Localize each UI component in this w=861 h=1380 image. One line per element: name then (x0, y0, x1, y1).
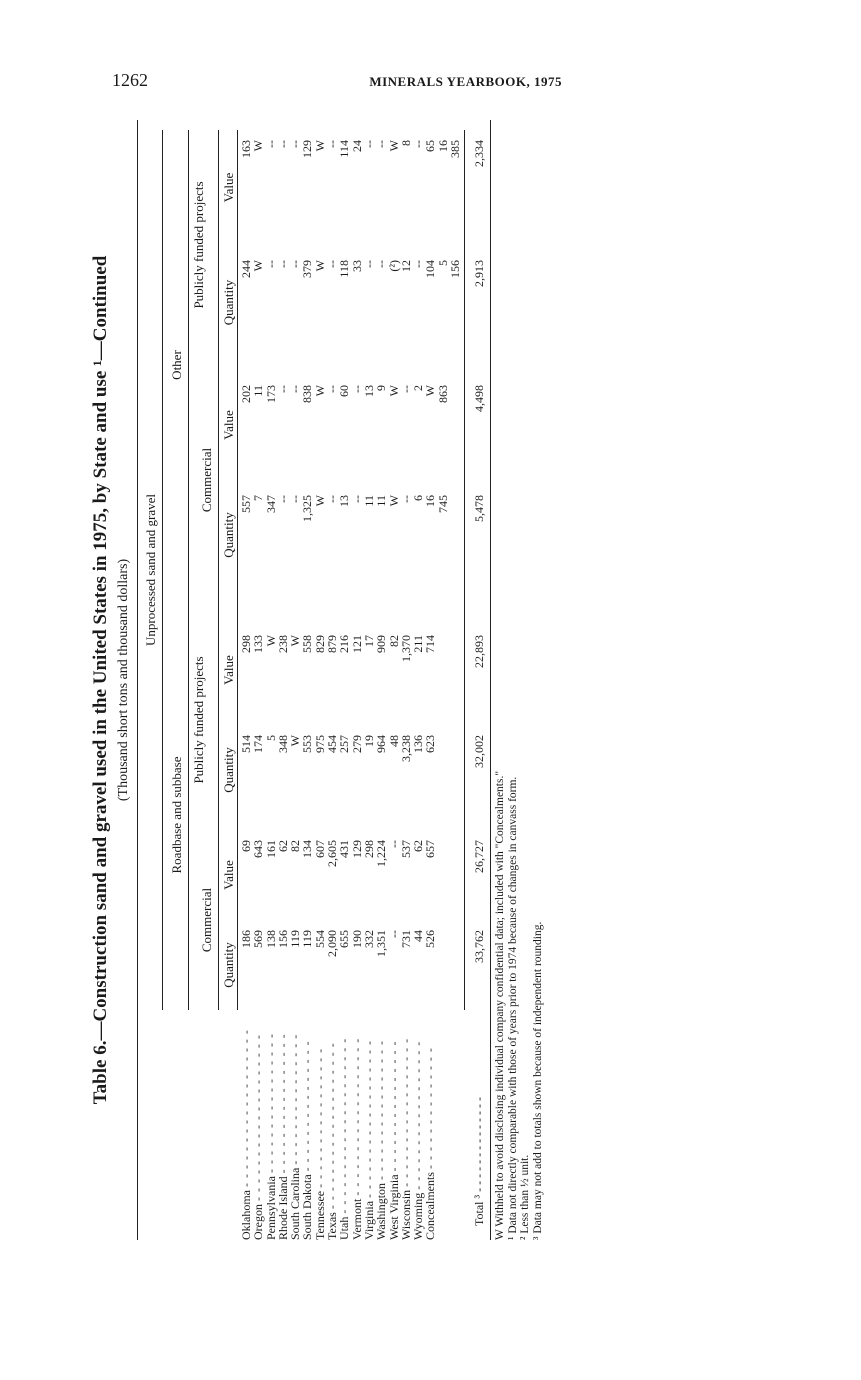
table-cell: -- (263, 260, 278, 268)
group-header: Unprocessed sand and gravel (143, 494, 158, 646)
table-subtitle: (Thousand short tons and thousand dollars) (116, 558, 131, 802)
table-cell: -- (386, 840, 401, 848)
total-cell: 32,002 (472, 735, 486, 768)
table-cell: W (288, 635, 303, 647)
table-cell: 537 (398, 840, 413, 858)
state-row: South Dakota - - - - - - - - - - - - - - - (300, 1040, 315, 1240)
table-cell: 11 (374, 495, 389, 507)
table-cell: 173 (263, 385, 278, 403)
table-cell: 745 (435, 495, 450, 513)
state-row: Washington - - - - - - - - - - - - - - - - (374, 1040, 389, 1240)
state-row: Concealments - - - - - - - - - - - - - - (423, 1047, 438, 1240)
table-cell: -- (361, 260, 376, 268)
table-cell: 1,325 (300, 495, 315, 522)
table-cell: 12 (398, 260, 413, 272)
quantity-header: Quantity (221, 512, 236, 558)
table-cell: 454 (325, 735, 340, 753)
state-row: South Carolina - - - - - - - - - - - - - - - (288, 1033, 303, 1240)
total-cell: 2,913 (472, 260, 486, 287)
table-cell: 136 (411, 735, 426, 753)
table-cell: 332 (361, 930, 376, 948)
table-cell: 16 (423, 495, 438, 507)
table-cell: 9 (374, 385, 389, 391)
subgroup-rule (188, 130, 189, 1010)
table-cell: 257 (337, 735, 352, 753)
table-cell: 163 (239, 140, 253, 158)
header-bottom-rule (237, 130, 238, 1010)
table-cell: -- (275, 260, 290, 268)
value-header: Value (221, 172, 236, 203)
table-cell: 714 (423, 635, 438, 653)
quantity-header: Quantity (221, 747, 236, 793)
table-cell: 1,351 (374, 930, 389, 957)
table-cell (449, 635, 461, 715)
table-column (240, 930, 461, 1010)
table-cell: -- (411, 260, 426, 268)
group-rule (162, 130, 163, 1010)
table-cell: 104 (423, 260, 438, 278)
table-cell: 114 (337, 140, 352, 158)
state-row: Wyoming - - - - - - - - - - - - - - - - - (411, 1040, 426, 1240)
total-rule (464, 130, 465, 1010)
table-cell: 82 (288, 840, 303, 852)
table-cell (437, 735, 449, 815)
running-head (112, 70, 562, 94)
table-cell: 829 (312, 635, 327, 653)
table-cell: 431 (337, 840, 352, 858)
table-cell: -- (361, 140, 376, 148)
table-cell: 2 (411, 385, 426, 391)
table-cell: -- (325, 385, 340, 393)
table-cell: 33 (349, 260, 364, 272)
state-row: Oregon - - - - - - - - - - - - - - - - - - - (251, 1034, 266, 1240)
table-cell: -- (349, 385, 364, 393)
table-cell: -- (325, 260, 340, 268)
total-label: Total ³ - - - - - - - - - - - - - - (472, 1096, 486, 1226)
table-cell: -- (325, 140, 340, 148)
table-cell: -- (411, 140, 426, 148)
bottom-rule (490, 120, 491, 1240)
table-cell: 211 (411, 635, 426, 653)
table-column (240, 840, 461, 920)
table-cell: 514 (239, 735, 253, 753)
table-cell (449, 385, 461, 465)
table-cell: 7 (251, 495, 266, 501)
table-cell: -- (288, 140, 303, 148)
table-cell: 19 (361, 735, 376, 747)
table-cell: 190 (349, 930, 364, 948)
table-cell: 133 (251, 635, 266, 653)
table-cell: 558 (300, 635, 315, 653)
table-cell: 24 (349, 140, 364, 152)
state-row: Rhode Island - - - - - - - - - - - - - - - - (275, 1033, 290, 1240)
table-cell: -- (325, 495, 340, 503)
table-cell: 298 (361, 840, 376, 858)
table-cell: 731 (398, 930, 413, 948)
table-cell: 623 (423, 735, 438, 753)
table-cell: -- (263, 140, 278, 148)
table-cell (437, 930, 449, 1010)
table-cell: 119 (300, 930, 315, 948)
table-cell: 244 (239, 260, 253, 278)
table-cell: -- (275, 385, 290, 393)
column-group-rule (218, 130, 219, 1010)
table-cell: 13 (337, 495, 352, 507)
table-cell: W (251, 140, 266, 152)
table-cell: W (288, 735, 303, 747)
table-cell: W (312, 140, 327, 152)
table-cell: 838 (300, 385, 315, 403)
table-cell: 348 (275, 735, 290, 753)
total-cell: 33,762 (472, 930, 486, 963)
table-cell: 8 (398, 140, 413, 146)
table-cell: W (386, 140, 401, 152)
table-cell: 655 (337, 930, 352, 948)
top-rule (137, 120, 138, 1240)
book-title: MINERALS YEARBOOK, 1975 (369, 74, 562, 89)
table-cell: 202 (239, 385, 253, 403)
table-cell: 11 (251, 385, 266, 397)
footnote-w: W Withheld to avoid disclosing individual company confidential data; included with "Concealments." (494, 770, 506, 1240)
state-row: Virginia - - - - - - - - - - - - - - - - - - (361, 1040, 376, 1240)
table-cell: -- (374, 140, 389, 148)
table-cell: 279 (349, 735, 364, 753)
table-cell: 5 (263, 735, 278, 741)
table-cell: 379 (300, 260, 315, 278)
total-cell: 5,478 (472, 495, 486, 522)
footnote-1: ¹ Data not directly comparable with those of years prior to 1974 because of changes in canvass form. (506, 776, 519, 1240)
table-cell: 134 (300, 840, 315, 858)
table-cell: 62 (275, 840, 290, 852)
table-cell: 557 (239, 495, 253, 513)
table-cell: W (312, 385, 327, 397)
page-number: 1262 (112, 70, 148, 90)
table-cell: 554 (312, 930, 327, 948)
table-cell: 119 (288, 930, 303, 948)
table-cell: W (386, 495, 401, 507)
table-cell: 298 (239, 635, 253, 653)
table-cell: 216 (337, 635, 352, 653)
commercial-header-1: Commercial (199, 887, 214, 953)
total-cell: 26,727 (472, 840, 486, 873)
value-header: Value (221, 655, 236, 685)
value-header: Value (221, 860, 236, 890)
table-cell: 174 (251, 735, 266, 753)
state-row: Vermont - - - - - - - - - - - - - - - - - - (349, 1037, 364, 1240)
table-cell: 121 (349, 635, 364, 653)
table-cell: -- (288, 495, 303, 503)
table-cell: 65 (423, 140, 438, 152)
rotated-table (90, 120, 544, 1240)
table-cell: 5 (435, 260, 450, 266)
table-cell (449, 735, 461, 815)
table-cell (449, 495, 461, 575)
table-cell (449, 840, 461, 920)
table-cell: W (423, 385, 438, 397)
table-cell: 385 (448, 140, 463, 158)
table-cell: 156 (448, 260, 463, 278)
table-column (240, 495, 461, 575)
table-cell: 16 (435, 140, 450, 152)
other-header: Other (169, 350, 184, 380)
quantity-header: Quantity (221, 942, 236, 988)
table-cell: 879 (325, 635, 340, 653)
table-cell: 1,224 (374, 840, 389, 867)
state-row: Tennessee - - - - - - - - - - - - - - - - (312, 1047, 327, 1240)
table-cell: 161 (263, 840, 278, 858)
state-row (449, 1020, 461, 1240)
total-cell: 2,334 (472, 140, 486, 167)
table-cell: (²) (386, 260, 401, 272)
table-cell: 118 (337, 260, 352, 278)
state-row (437, 1020, 449, 1240)
table-cell (437, 840, 449, 920)
table-cell: 657 (423, 840, 438, 858)
table-cell (437, 635, 449, 715)
table-cell: 526 (423, 930, 438, 948)
state-row: West Virginia - - - - - - - - - - - - - - - (386, 1040, 401, 1240)
state-row: Texas - - - - - - - - - - - - - - - - - - - (325, 1042, 340, 1240)
table-cell: 129 (300, 140, 315, 158)
quantity-header: Quantity (221, 279, 236, 326)
table-cell: 69 (239, 840, 253, 852)
state-names (240, 1020, 461, 1240)
table-column (240, 385, 461, 465)
table-cell: 569 (251, 930, 266, 948)
table-cell: 44 (411, 930, 426, 942)
table-column (240, 260, 461, 340)
table-cell: 909 (374, 635, 389, 653)
table-cell: 6 (411, 495, 426, 501)
table-column (240, 735, 461, 815)
table-cell: -- (288, 260, 303, 268)
table-cell: 82 (386, 635, 401, 647)
table-cell: -- (275, 140, 290, 148)
table-cell: 17 (361, 635, 376, 647)
table-cell (449, 930, 461, 1010)
table-column (240, 140, 461, 220)
table-cell: 13 (361, 385, 376, 397)
state-row: Pennsylvania - - - - - - - - - - - - - - - - (263, 1033, 278, 1240)
table-cell: 186 (239, 930, 253, 948)
table-cell: W (263, 635, 278, 647)
table-cell: -- (288, 385, 303, 393)
footnote-2: ² Less than ½ unit. (519, 1154, 531, 1240)
table-cell: 643 (251, 840, 266, 858)
table-cell: 48 (386, 735, 401, 747)
table-cell: 863 (435, 385, 450, 403)
table-cell: 1,370 (398, 635, 413, 662)
table-cell: W (312, 495, 327, 507)
table-cell: 2,090 (325, 930, 340, 957)
table-cell: 238 (275, 635, 290, 653)
table-cell: 347 (263, 495, 278, 513)
table-cell: W (312, 260, 327, 272)
table-cell: -- (386, 930, 401, 938)
table-cell: 11 (361, 495, 376, 507)
table-cell: 2,605 (325, 840, 340, 867)
table-cell: 138 (263, 930, 278, 948)
table-cell: 607 (312, 840, 327, 858)
commercial-header-2: Commercial (199, 447, 214, 513)
table-title: Table 6.—Construction sand and gravel used in the United States in 1975, by State and use ¹—Continued (90, 255, 111, 1105)
table-column (240, 635, 461, 715)
table-cell: 60 (337, 385, 352, 397)
public-header-1: Publicly funded projects (191, 656, 206, 784)
public-header-2: Publicly funded projects (191, 181, 206, 309)
footnote-3: ³ Data may not add to totals shown because of independent rounding. (531, 921, 544, 1240)
roadbase-header: Roadbase and subbase (169, 756, 184, 874)
total-cell: 4,498 (472, 385, 486, 412)
table-cell: -- (275, 495, 290, 503)
table-cell: 975 (312, 735, 327, 753)
table-cell: 62 (411, 840, 426, 852)
total-cell: 22,893 (472, 635, 486, 668)
state-row: Utah - - - - - - - - - - - - - - - - - - - - (337, 1037, 352, 1240)
table-cell: 3,238 (398, 735, 413, 762)
state-row: Oklahoma - - - - - - - - - - - - - - - - - - (239, 1029, 253, 1240)
table-cell: -- (398, 385, 413, 393)
value-header: Value (221, 410, 236, 440)
table-cell: -- (374, 260, 389, 268)
table-cell: W (386, 385, 401, 397)
table-cell: 964 (374, 735, 389, 753)
table-cell: W (251, 260, 266, 272)
table-cell: 156 (275, 930, 290, 948)
table-cell: -- (349, 495, 364, 503)
state-row: Wisconsin - - - - - - - - - - - - - - - - - (398, 1037, 413, 1240)
table-cell: 129 (349, 840, 364, 858)
table-cell: 553 (300, 735, 315, 753)
table-cell: -- (398, 495, 413, 503)
footnotes (494, 480, 544, 1240)
